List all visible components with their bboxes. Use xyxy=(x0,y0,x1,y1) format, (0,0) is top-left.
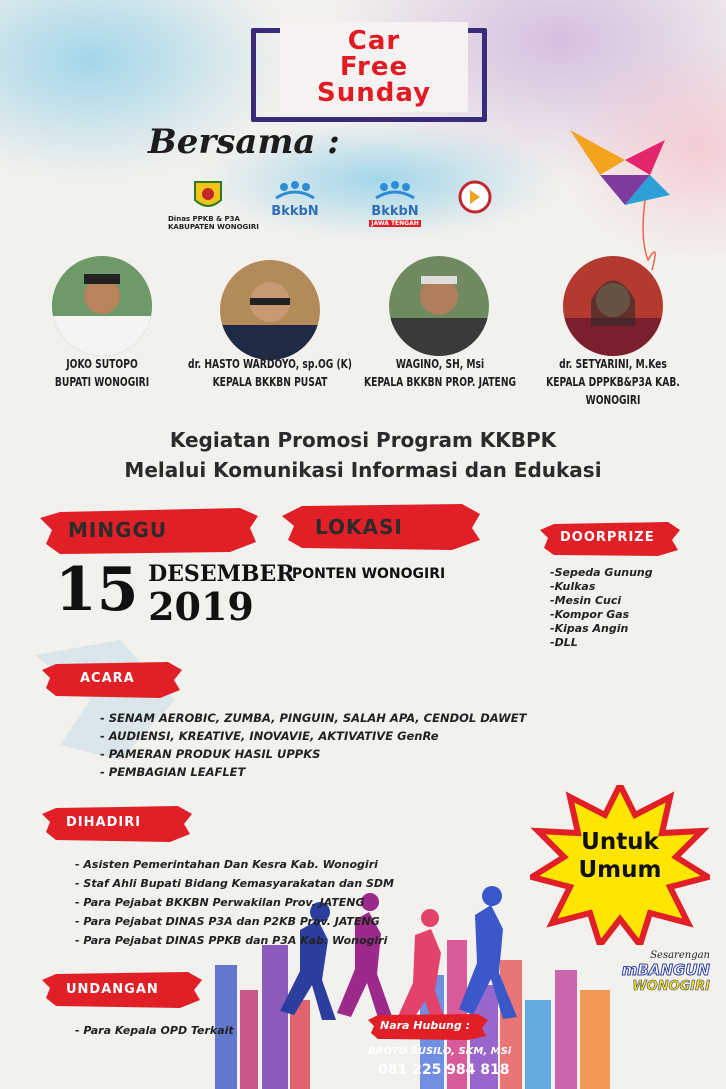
person-3-caption xyxy=(355,355,525,391)
person-2-name: dr. HASTO WARDOYO, sp.OG (K) xyxy=(188,357,352,371)
date-month: DESEMBER xyxy=(148,561,295,587)
doorprize-item: -DLL xyxy=(550,636,578,649)
title-line-3: Sunday xyxy=(316,78,432,108)
person-2-caption xyxy=(185,355,355,391)
sesarengan-line-1: Sesarengan xyxy=(650,950,710,961)
untuk-umum-text xyxy=(560,828,680,884)
dihadiri-label: DIHADIRI xyxy=(66,815,142,830)
event-title xyxy=(280,22,468,112)
kontak-phone: 081 225 984 818 xyxy=(378,1062,510,1078)
person-1-name: JOKO SUTOPO xyxy=(66,357,138,371)
dinas-logo-label: Dinas PPKB & P3A KABUPATEN WONOGIRI xyxy=(168,215,259,231)
kontak-label: Nara Hubung : xyxy=(380,1019,470,1032)
dihadiri-item: - Para Pejabat BKKBN Perwakilan Prov. JATENG xyxy=(75,896,365,909)
dihadiri-item: - Para Pejabat DINAS P3A dan P2KB Prov. JATENG xyxy=(75,915,380,928)
round-badge-logo xyxy=(458,180,492,218)
person-3-role: KEPALA BKKBN PROP. JATENG xyxy=(363,375,517,389)
acara-label: ACARA xyxy=(80,671,135,686)
undangan-item: - Para Kepala OPD Terkait xyxy=(75,1024,234,1037)
bkkbn-jateng-logo xyxy=(365,180,425,228)
dihadiri-item: - Staf Ahli Bupati Bidang Kemasyarakatan dan SDM xyxy=(75,877,394,890)
sesarengan-line-2: mBANGUN xyxy=(621,961,710,979)
person-1-role: BUPATI WONOGIRI xyxy=(54,375,150,389)
headline-line-1: Kegiatan Promosi Program KKBPK xyxy=(169,428,557,452)
photo-joko-sutopo xyxy=(52,256,152,356)
bkkbn-logo xyxy=(265,180,325,219)
doorprize-item: -Kulkas xyxy=(550,580,596,593)
badge-icon xyxy=(458,180,492,214)
person-1-caption xyxy=(17,355,187,391)
doorprize-item: -Sepeda Gunung xyxy=(550,566,653,579)
headline-line-2: Melalui Komunikasi Informasi dan Edukasi xyxy=(124,458,602,482)
bkkbn-people-icon xyxy=(372,180,418,200)
photo-setyarini xyxy=(563,256,663,356)
kontak-name: BROTO SUSILO, SKM, MSi xyxy=(368,1046,512,1057)
sesarengan-logo xyxy=(598,950,710,994)
dinas-logo xyxy=(185,180,245,212)
doorprize-label: DOORPRIZE xyxy=(560,530,655,545)
doorprize-list xyxy=(550,566,653,650)
person-4-role: KEPALA DPPKB&P3A KAB. WONOGIRI xyxy=(546,375,680,407)
dihadiri-item: - Asisten Pemerintahan Dan Kesra Kab. Wonogiri xyxy=(75,858,378,871)
undangan-label: UNDANGAN xyxy=(66,982,159,997)
sesarengan-line-3: WONOGIRI xyxy=(632,979,710,994)
undangan-list xyxy=(75,1021,234,1040)
untuk-line: Untuk xyxy=(581,829,659,855)
title-line-1: Car xyxy=(347,26,401,56)
doorprize-item: -Mesin Cuci xyxy=(550,594,622,607)
photo-wagino xyxy=(389,256,489,356)
bkkbn-jateng-sub: JAWA TENGAH xyxy=(369,220,421,227)
photo-hasto-wardoyo xyxy=(220,260,320,360)
acara-item: - SENAM AEROBIC, ZUMBA, PINGUIN, SALAH APA, CENDOL DAWET xyxy=(100,711,527,725)
headline xyxy=(0,425,726,485)
minggu-label: MINGGU xyxy=(68,518,168,542)
acara-list xyxy=(100,709,526,781)
wonogiri-emblem-icon xyxy=(193,180,223,212)
umum-line: Umum xyxy=(578,857,662,883)
lokasi-value: PONTEN WONOGIRI xyxy=(292,566,446,582)
acara-item: - AUDIENSI, KREATIVE, INOVAVIE, AKTIVATIVE GenRe xyxy=(100,729,439,743)
dihadiri-item: - Para Pejabat DINAS PPKB dan P3A Kab. Wonogiri xyxy=(75,934,388,947)
dihadiri-list xyxy=(75,855,394,950)
event-date xyxy=(55,555,295,629)
person-4-name: dr. SETYARINI, M.Kes xyxy=(559,357,667,371)
bkkbn-logo-text: BkkbN xyxy=(271,204,319,219)
title-line-2: Free xyxy=(339,52,409,82)
doorprize-item: -Kipas Angin xyxy=(550,622,629,635)
doorprize-item: -Kompor Gas xyxy=(550,608,630,621)
lokasi-label: LOKASI xyxy=(315,515,403,539)
bersama-label: Bersama : xyxy=(148,122,340,162)
person-3-name: WAGINO, SH, Msi xyxy=(395,357,485,371)
acara-item: - PEMBAGIAN LEAFLET xyxy=(100,765,246,779)
date-year: 2019 xyxy=(148,584,254,629)
bkkbn-people-icon xyxy=(272,180,318,200)
person-4-caption xyxy=(528,355,698,409)
person-2-role: KEPALA BKKBN PUSAT xyxy=(212,375,328,389)
date-day: 15 xyxy=(55,555,139,625)
acara-item: - PAMERAN PRODUK HASIL UPPKS xyxy=(100,747,321,761)
bkkbn-jateng-logo-text: BkkbN xyxy=(371,204,419,219)
